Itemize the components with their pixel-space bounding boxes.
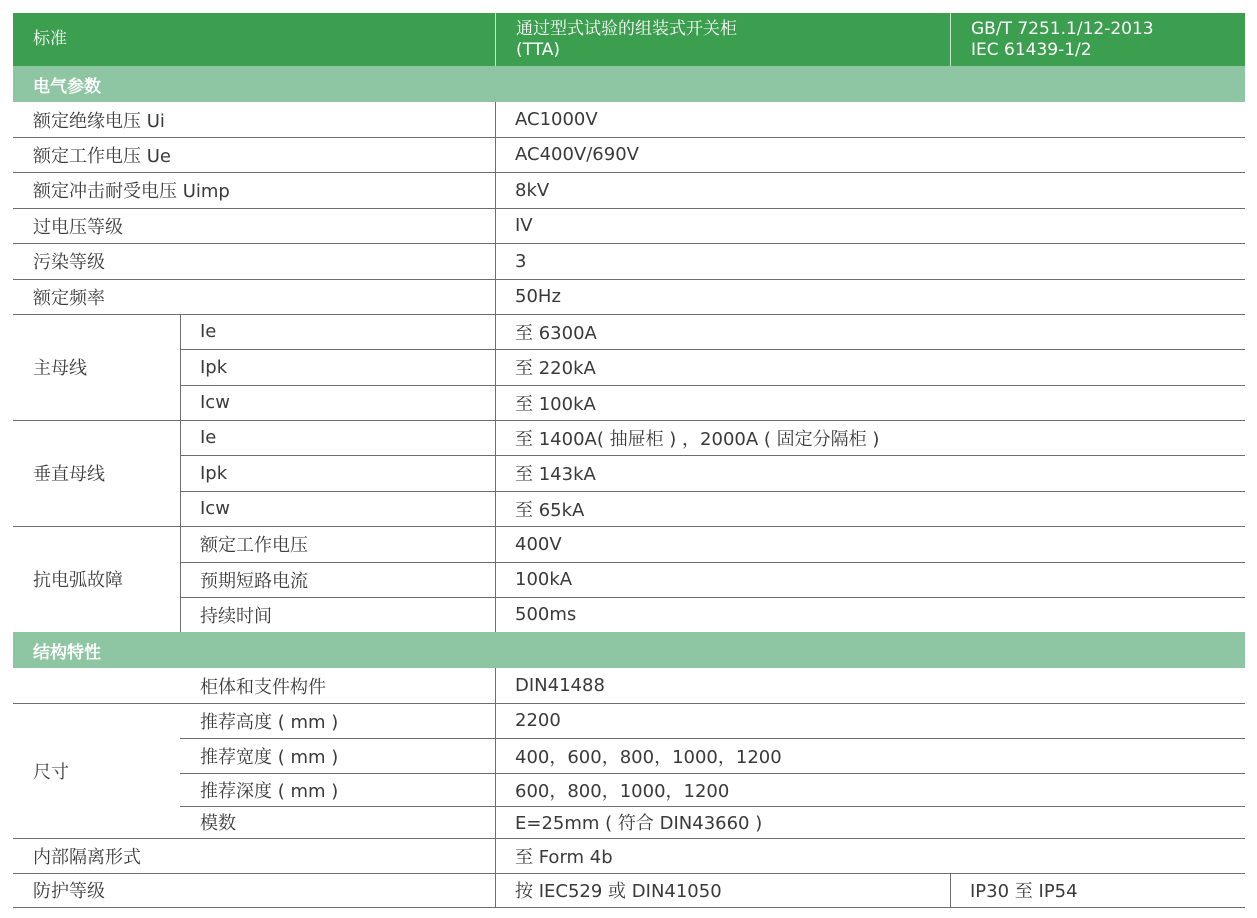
row-label: 防护等级 xyxy=(33,881,105,902)
table-row xyxy=(13,597,1245,632)
row-value: 至 1400A( 抽屉柜 ) ，2000A ( 固定分隔柜 ) xyxy=(515,428,880,450)
header-norms-line2: IEC 61439-1/2 xyxy=(971,39,1092,60)
row-label: 内部隔离形式 xyxy=(33,846,141,868)
row-sublabel: Ie xyxy=(200,427,217,448)
row-divider xyxy=(13,420,1245,421)
row-divider xyxy=(180,562,1245,563)
row-divider xyxy=(13,279,1245,280)
column-divider xyxy=(180,314,181,632)
row-divider xyxy=(13,873,1245,874)
section-electrical-title: 电气参数 xyxy=(33,76,101,97)
row-sublabel: 推荐高度 ( mm ) xyxy=(200,711,339,733)
row-divider xyxy=(13,208,1245,209)
row-divider xyxy=(180,597,1245,598)
row-sublabel: 持续时间 xyxy=(200,605,272,627)
table-row xyxy=(13,208,1245,243)
table-row xyxy=(13,349,1245,385)
row-value: 600，800，1000，1200 xyxy=(515,780,730,802)
row-divider xyxy=(13,243,1245,244)
table-row xyxy=(13,314,1245,349)
row-value: 至 6300A xyxy=(515,322,597,344)
row-divider xyxy=(180,349,1245,350)
row-divider xyxy=(13,314,1245,315)
row-sublabel: 柜体和支件构件 xyxy=(200,676,326,698)
table-row xyxy=(13,102,1245,137)
header-tta-line1: 通过型式试验的组装式开关柜 xyxy=(516,18,737,39)
row-label: 额定绝缘电压 Ui xyxy=(33,110,165,132)
row-label: 额定工作电压 Ue xyxy=(33,145,171,167)
table-row xyxy=(13,562,1245,597)
row-sublabel: 预期短路电流 xyxy=(200,570,308,592)
row-divider xyxy=(13,838,1245,839)
row-value: 至 220kA xyxy=(515,358,596,379)
table-row xyxy=(13,137,1245,172)
row-value: 100kA xyxy=(515,569,573,590)
row-divider xyxy=(180,738,1245,739)
column-divider xyxy=(495,102,496,632)
row-value: E=25mm ( 符合 DIN43660 ) xyxy=(515,813,763,834)
header-standard: 标准 xyxy=(33,29,67,49)
row-value: AC1000V xyxy=(515,109,598,130)
row-label: 额定频率 xyxy=(33,287,105,309)
column-divider xyxy=(495,668,496,907)
header-tta-line2: (TTA) xyxy=(516,39,561,60)
column-divider xyxy=(950,873,951,907)
row-value: IV xyxy=(515,215,533,236)
row-sublabel: Icw xyxy=(200,498,230,519)
row-divider xyxy=(180,385,1245,386)
row-sublabel: Ie xyxy=(200,321,217,342)
row-value: 50Hz xyxy=(515,286,561,307)
row-value: 至 100kA xyxy=(515,393,596,415)
table-row xyxy=(13,703,1245,738)
row-value: 至 Form 4b xyxy=(515,846,613,868)
table-row xyxy=(13,491,1245,526)
header-norms-line1: GB/T 7251.1/12-2013 xyxy=(971,18,1154,39)
group-label: 主母线 xyxy=(33,358,87,379)
row-label: 额定冲击耐受电压 Uimp xyxy=(33,181,230,202)
row-value: 至 143kA xyxy=(515,464,596,485)
section-structure xyxy=(13,632,1245,668)
table-row xyxy=(13,243,1245,279)
table-header xyxy=(13,13,1245,66)
row-value: 按 IEC529 或 DIN41050 xyxy=(515,881,722,902)
table-bottom-border xyxy=(13,907,1245,908)
row-value: 400，600，800，1000，1200 xyxy=(515,746,782,768)
group-label: 尺寸 xyxy=(33,761,69,783)
row-divider xyxy=(180,491,1245,492)
table-row xyxy=(13,838,1245,873)
table-row xyxy=(13,455,1245,491)
header-tta xyxy=(495,13,950,66)
row-divider xyxy=(13,703,1245,704)
row-divider xyxy=(180,806,1245,807)
row-value: 400V xyxy=(515,533,562,555)
table-row xyxy=(13,738,1245,773)
table-row xyxy=(13,526,1245,562)
row-value: 至 65kA xyxy=(515,499,585,521)
row-sublabel: 推荐深度 ( mm ) xyxy=(200,780,339,802)
group-label: 抗电弧故障 xyxy=(33,570,123,591)
table-row xyxy=(13,668,1245,703)
row-value: AC400V/690V xyxy=(515,144,639,165)
row-label: 污染等级 xyxy=(33,252,105,273)
row-divider xyxy=(13,137,1245,138)
table-row xyxy=(13,420,1245,455)
row-label: 过电压等级 xyxy=(33,216,123,238)
row-sublabel: 额定工作电压 xyxy=(200,535,308,556)
row-sublabel: 推荐宽度 ( mm ) xyxy=(200,746,339,768)
table-row xyxy=(13,773,1245,806)
section-electrical xyxy=(13,66,1245,102)
table-row xyxy=(13,172,1245,208)
row-value-extra: IP30 至 IP54 xyxy=(970,881,1078,902)
table-row xyxy=(13,279,1245,314)
table-row xyxy=(13,385,1245,420)
section-structure-title: 结构特性 xyxy=(33,642,101,663)
row-sublabel: Icw xyxy=(200,392,230,413)
row-value: 2200 xyxy=(515,710,561,731)
row-sublabel: Ipk xyxy=(200,356,228,378)
row-divider xyxy=(13,172,1245,173)
row-value: 8kV xyxy=(515,179,550,201)
table-row xyxy=(13,806,1245,838)
row-divider xyxy=(13,526,1245,527)
header-norms xyxy=(950,13,1245,66)
row-value: 3 xyxy=(515,250,527,272)
row-value: DIN41488 xyxy=(515,675,605,696)
group-label: 垂直母线 xyxy=(33,464,105,485)
row-divider xyxy=(180,773,1245,774)
row-value: 500ms xyxy=(515,604,577,625)
row-divider xyxy=(180,455,1245,456)
row-sublabel: 模数 xyxy=(200,813,236,834)
row-sublabel: Ipk xyxy=(200,462,228,484)
table-row xyxy=(13,873,1245,907)
